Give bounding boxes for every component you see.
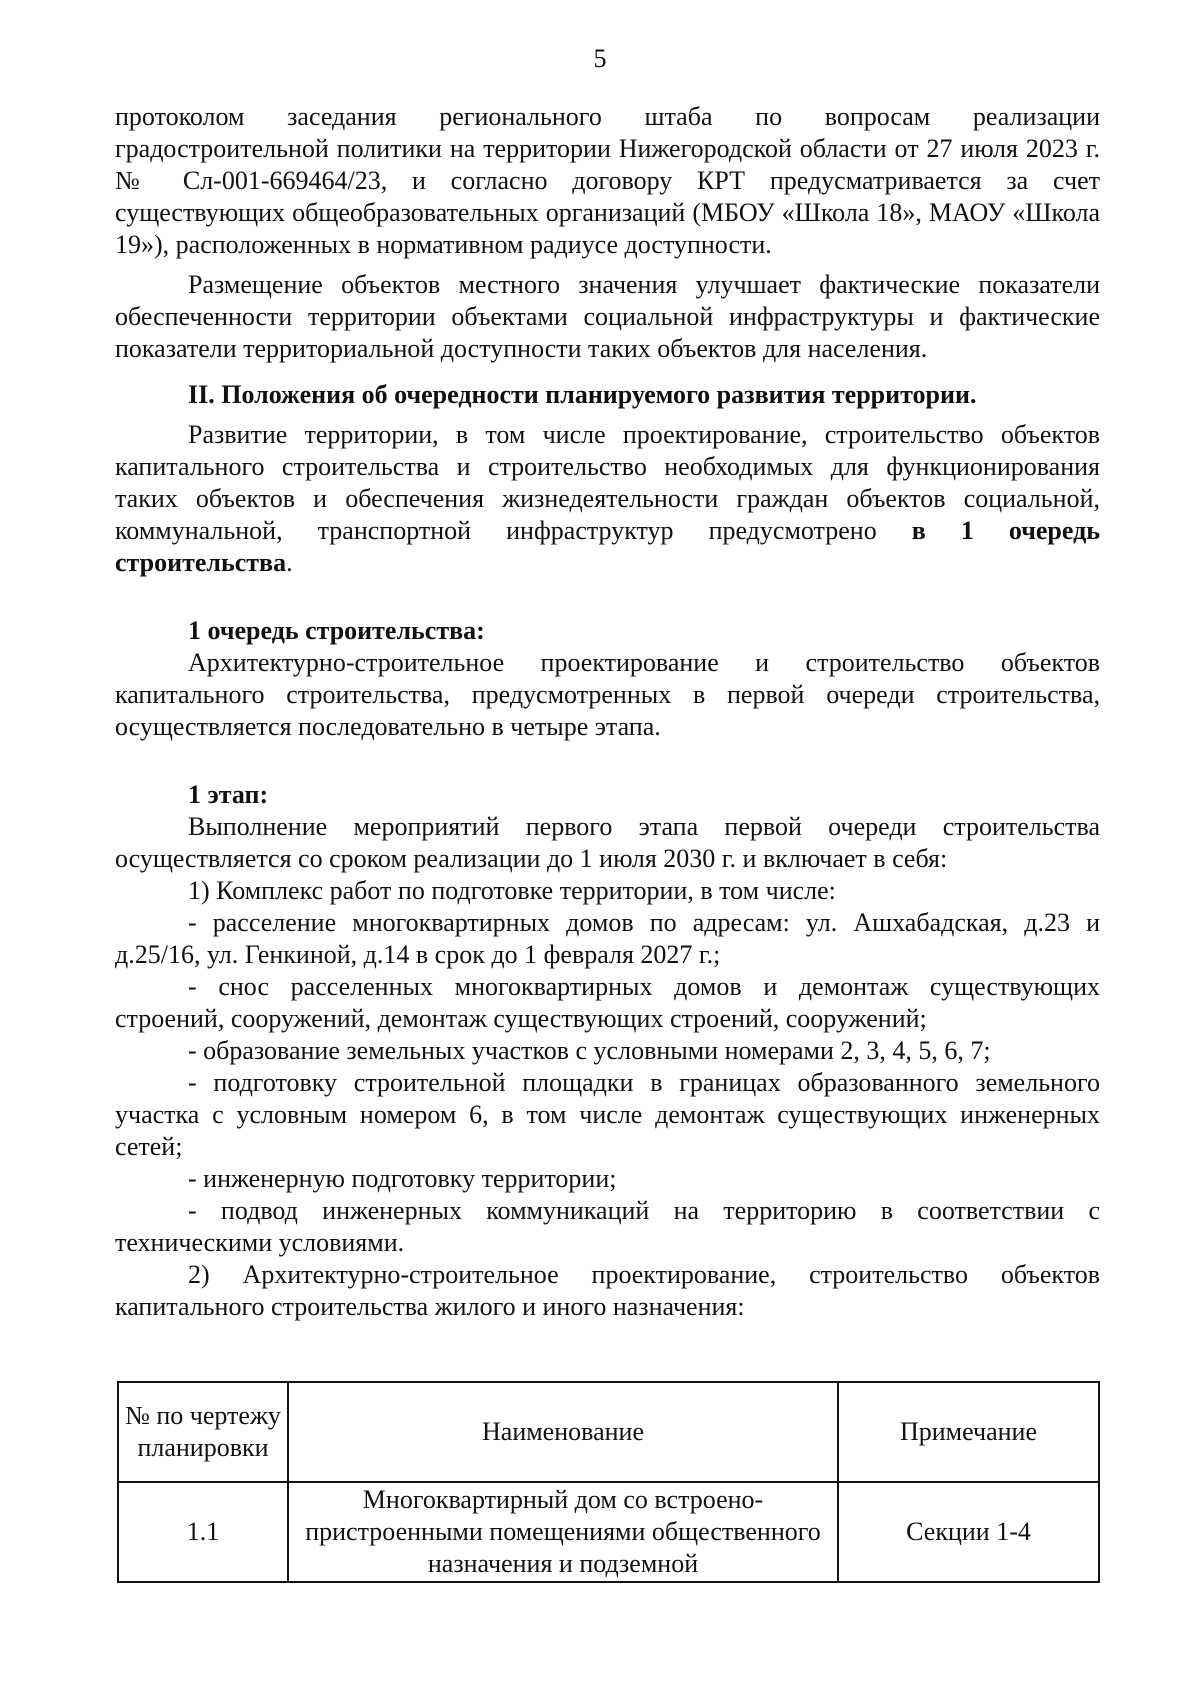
header-number: № по чертежу планировки: [118, 1382, 288, 1482]
queue-heading: 1 очередь строительства:: [188, 616, 485, 645]
development-text: Развитие территории, в том числе проектирование, строительство объектов капитального строительства и строительство необходимых для функционирования таких объектов и обеспечения жизнедеятельности граждан объектов социальной, коммунальной, транспортной инфраструктур предусмотрено: [115, 420, 1100, 545]
list-item-site-preparation: - подготовку строительной площадки в границах образованного земельного участка с условным номером 6, в том числе демонтаж существующих инженерных сетей;: [115, 1068, 1100, 1161]
objects-table: [117, 1381, 1100, 1583]
cell-number: 1.1: [118, 1482, 288, 1582]
paragraph-queue: Архитектурно-строительное проектирование и строительство объектов капитального строительства, предусмотренных в первой очереди строительства, осуществляется последовательно в четыре этапа.: [115, 648, 1100, 741]
header-name: Наименование: [288, 1382, 838, 1482]
list-item-engineering: - инженерную подготовку территории;: [188, 1164, 617, 1193]
list-item-complex: 1) Комплекс работ по подготовке территории, в том числе:: [188, 876, 836, 905]
stage-heading: 1 этап:: [188, 780, 269, 809]
development-bold: в 1 очередь строительства: [115, 516, 1100, 577]
paragraph-protocol: протоколом заседания регионального штаба по вопросам реализации градостроительной политики на территории Нижегородской области от 27 июля 2023 г. № Сл-001-669464/23, и согласно договору КРТ предусматривается за счет существующих общеобразовательных организаций (МБОУ «Школа 18», МАОУ «Школа 19»), расположенных в нормативном радиусе доступности.: [115, 102, 1100, 259]
list-item-utilities: - подвод инженерных коммуникаций на территорию в соответствии с техническими условиями.: [115, 1196, 1100, 1257]
paragraph-placement: Размещение объектов местного значения улучшает фактические показатели обеспеченности территории объектами социальной инфраструктуры и фактические показатели территориальной доступности таких объектов для населения.: [115, 270, 1100, 363]
page-number: 5: [593, 44, 607, 73]
cell-name: Многоквартирный дом со встроено-пристроенными помещениями общественного назначения и подземной: [288, 1482, 838, 1582]
paragraph-development: [115, 419, 1100, 579]
list-item-demolition: - снос расселенных многоквартирных домов и демонтаж существующих строений, сооружений, демонтаж существующих строений, сооружений;: [115, 972, 1100, 1033]
paragraph-stage: Выполнение мероприятий первого этапа первой очереди строительства осуществляется со сроком реализации до 1 июля 2030 г. и включает в себя:: [115, 812, 1100, 873]
list-item-land-plots: - образование земельных участков с условными номерами 2, 3, 4, 5, 6, 7;: [188, 1036, 991, 1065]
cell-note: Секции 1-4: [838, 1482, 1099, 1582]
list-item-resettlement: - расселение многоквартирных домов по адресам: ул. Ашхабадская, д.23 и д.25/16, ул. Генкиной, д.14 в срок до 1 февраля 2027 г.;: [115, 908, 1100, 969]
header-note: Примечание: [838, 1382, 1099, 1482]
table-row: [118, 1482, 1099, 1582]
document-body: [115, 101, 1100, 1323]
development-end: .: [286, 548, 293, 577]
section-heading: II. Положения об очередности планируемого развития территории.: [188, 380, 977, 409]
list-item-design: 2) Архитектурно-строительное проектирование, строительство объектов капитального строительства жилого и иного назначения:: [115, 1260, 1100, 1321]
table-header-row: [118, 1382, 1099, 1482]
